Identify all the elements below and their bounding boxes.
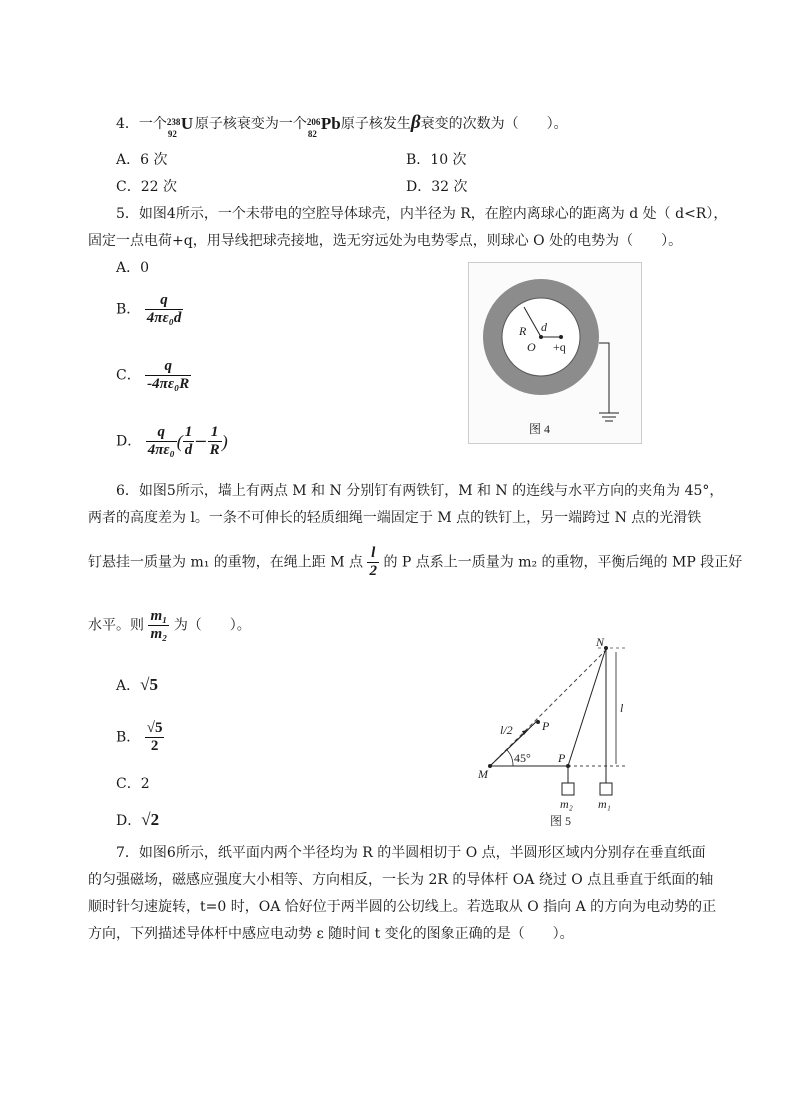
- q5-option-d-fraction: [146, 424, 177, 459]
- n-point: [604, 646, 608, 650]
- q5-option-b-label: B．: [116, 301, 141, 318]
- q5-d-frac2: [208, 424, 222, 459]
- q5-d-left-paren: (: [176, 431, 183, 452]
- beta-symbol: β: [410, 112, 421, 133]
- fig5-half-l-label: l/2: [500, 723, 513, 737]
- q7-line2: 的匀强磁场，磁感应强度大小相等、方向相反，一长为 2R 的导体杆 OA 绕过 O 点且垂直于纸面的轴: [88, 872, 714, 888]
- fig4-O-label: O: [527, 340, 536, 354]
- q5-b-denominator: 4πε₀d: [146, 310, 182, 326]
- fig5-m2-label: m₂: [560, 797, 573, 811]
- q5-line1: 5．如图4所示，一个未带电的空腔导体球壳，内半径为 R，在腔内离球心的距离为 d 处（ d<R），: [116, 206, 728, 222]
- q5-option-b-fraction: [145, 292, 184, 327]
- q5-option-d-label: D．: [116, 433, 142, 450]
- q4-suffix2: 衰变的次数为（ ）。: [420, 116, 568, 132]
- q6-line4: [88, 608, 251, 643]
- q6-b-num: √5: [146, 720, 163, 736]
- q5-option-c: [116, 358, 191, 393]
- fig5-angle-label: 45°: [514, 751, 531, 765]
- q6-option-d-label: D．: [116, 813, 142, 829]
- p-point-upper: [536, 720, 540, 724]
- mass-m1: [600, 783, 612, 795]
- q6-l-den: 2: [369, 563, 377, 579]
- rope-pn: [568, 648, 606, 766]
- q5-option-c-fraction: [145, 358, 191, 393]
- q5-option-d: [116, 424, 228, 459]
- q6-option-d-value: √2: [141, 810, 160, 829]
- q6-option-d: [116, 810, 159, 831]
- q5-d-f2-num: 1: [208, 424, 222, 442]
- pb-atomic-number: 82: [307, 129, 317, 139]
- q7-line4: 方向，下列描述导体杆中感应电动势 ε 随时间 t 变化的图象正确的是（ ）。: [88, 926, 574, 942]
- fig4-R-label: R: [519, 324, 527, 338]
- q6-option-a-value: √5: [140, 675, 158, 694]
- q6-ratio-num: m₁: [150, 608, 168, 624]
- q6-line4a: 水平。则: [88, 617, 144, 634]
- q5-d-numerator: q: [146, 424, 177, 442]
- q5-option-b: [116, 292, 183, 327]
- q7-line3: 顺时针匀速旋转，t=0 时，OA 恰好位于两半圆的公切线上。若选取从 O 指向 A 的方向为电动势的正: [88, 899, 717, 915]
- fig5-P-label: P: [558, 751, 566, 765]
- q6-l-num: l: [367, 545, 379, 563]
- q4-option-d: D．32 次: [406, 179, 468, 195]
- u-symbol: U: [180, 114, 194, 133]
- q5-c-denominator: -4πε₀R: [147, 376, 190, 392]
- fig5-caption: 图 5: [550, 814, 572, 828]
- q6-option-b: [116, 720, 164, 755]
- q5-d-denominator: 4πε₀: [147, 442, 175, 458]
- figure-4: [468, 262, 642, 444]
- q5-c-numerator: q: [145, 358, 191, 376]
- mass-m2: [562, 783, 574, 795]
- q4-mid: 原子核衰变为一个: [194, 116, 307, 132]
- fig5-l-label: l: [620, 701, 624, 715]
- mn-dashed-line: [490, 648, 608, 766]
- q5-d-f2-den: R: [209, 442, 220, 458]
- q6-option-b-fraction: [145, 720, 165, 755]
- q6-line3a: 钉悬挂一质量为 m₁ 的重物，在绳上距 M 点: [88, 554, 364, 571]
- q4-option-a: A．6 次: [116, 152, 168, 168]
- q6-line4b: 为（ ）。: [173, 617, 251, 634]
- fig4-d-label: d: [541, 320, 547, 334]
- q6-option-a-label: A．: [116, 678, 141, 694]
- fig5-P-upper-label: P: [542, 719, 550, 733]
- figure-5-svg: [478, 628, 638, 830]
- q5-d-right-paren: ): [221, 431, 228, 452]
- q6-option-b-label: B．: [116, 729, 141, 746]
- q6-ratio-fraction: [148, 608, 169, 643]
- q7-line1: 7．如图6所示，纸平面内两个半径均为 R 的半圆相切于 O 点，半圆形区域内分别存在垂直纸面: [116, 845, 706, 861]
- q4-prefix: 4．一个: [116, 116, 167, 132]
- q5-b-numerator: q: [145, 292, 184, 310]
- q5-option-c-label: C．: [116, 367, 141, 384]
- q5-line2: 固定一点电荷+q，用导线把球壳接地，选无穷远处为电势零点，则球心 O 处的电势为（ ）。: [88, 233, 683, 249]
- u-atomic-number: 92: [167, 129, 177, 139]
- q6-option-c: C．2: [116, 776, 150, 792]
- q5-d-f1-den: d: [184, 442, 193, 458]
- q6-line3b: 的 P 点系上一质量为 m₂ 的重物，平衡后绳的 MP 段正好: [383, 554, 743, 571]
- angle-arc: [507, 750, 513, 766]
- fig4-caption: 图 4: [529, 422, 551, 436]
- m-point: [488, 764, 492, 768]
- q6-b-den: 2: [150, 738, 159, 754]
- q5-option-a: A．0: [116, 260, 150, 276]
- q4-stem: [116, 112, 568, 139]
- q4-suffix1: 原子核发生: [340, 116, 411, 132]
- charge-dot: [559, 335, 563, 339]
- center-dot: [539, 335, 543, 339]
- figure-4-svg: [469, 263, 641, 443]
- fig5-m1-label: m₁: [598, 797, 611, 811]
- lead-nuclide: [306, 112, 341, 139]
- q5-d-minus: −: [194, 431, 208, 451]
- q4-option-b: B．10 次: [406, 152, 467, 168]
- uranium-nuclide: [166, 112, 195, 139]
- pb-mass-number: 206: [306, 117, 321, 127]
- ground-wire: [599, 343, 609, 413]
- q6-line3-fraction: [367, 545, 379, 580]
- q4-option-c: C．22 次: [116, 179, 177, 195]
- q5-d-frac1: [183, 424, 195, 459]
- fig4-q-label: +q: [553, 340, 566, 354]
- q5-d-f1-num: 1: [184, 424, 193, 440]
- q6-line3: [88, 545, 742, 580]
- q6-option-a: [116, 675, 158, 696]
- q6-line1: 6．如图5所示，墙上有两点 M 和 N 分别钉有两铁钉，M 和 N 的连线与水平方向的夹角为 45°，: [116, 483, 724, 499]
- pb-symbol: Pb: [320, 114, 341, 133]
- fig5-M-label: M: [478, 767, 488, 781]
- figure-5: [478, 628, 638, 830]
- q6-line2: 两者的高度差为 l。一条不可伸长的轻质细绳一端固定于 M 点的铁钉上，另一端跨过 N 点的光滑铁: [88, 510, 702, 526]
- q6-ratio-den: m₂: [150, 626, 168, 642]
- fig5-N-label: N: [596, 635, 605, 649]
- u-mass-number: 238: [166, 117, 181, 127]
